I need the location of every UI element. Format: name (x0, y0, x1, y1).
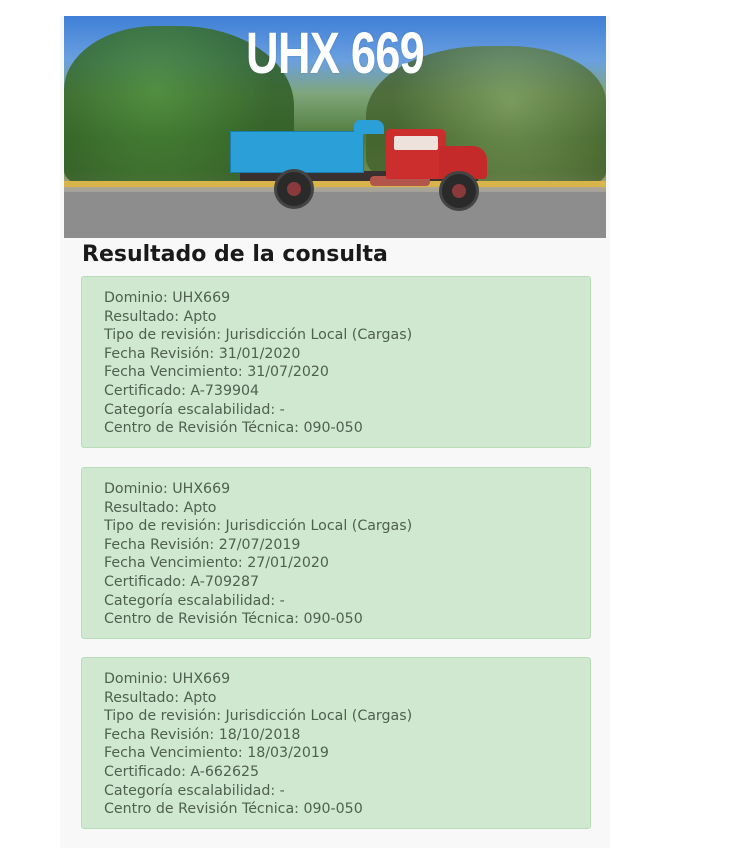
truck-window (394, 136, 438, 150)
truck-rear-wheel (274, 169, 314, 209)
fecha-vencimiento-field: Fecha Vencimiento: 27/01/2020 (104, 555, 329, 572)
vehicle-photo (64, 16, 606, 238)
plate-overlay-text: UHX 669 (245, 21, 425, 86)
fecha-revision-field: Fecha Revisión: 27/07/2019 (104, 536, 301, 553)
centro-field: Centro de Revisión Técnica: 090-050 (104, 420, 363, 437)
dominio-field: Dominio: UHX669 (104, 481, 231, 497)
categoria-field: Categoría escalabilidad: - (104, 592, 285, 609)
result-card (81, 467, 591, 639)
truck-dump-bed-guard (354, 120, 384, 134)
result-card (81, 657, 591, 829)
result-card (81, 276, 591, 448)
tipo-revision-field: Tipo de revisión: Jurisdicción Local (Cargas) (104, 327, 413, 344)
fecha-revision-field: Fecha Revisión: 18/10/2018 (104, 726, 301, 743)
tipo-revision-field: Tipo de revisión: Jurisdicción Local (Cargas) (104, 518, 413, 535)
centro-field: Centro de Revisión Técnica: 090-050 (104, 801, 363, 818)
page-title: Resultado de la consulta (82, 242, 388, 267)
certificado-field: Certificado: A-709287 (104, 573, 260, 590)
categoria-field: Categoría escalabilidad: - (104, 401, 285, 418)
curb (64, 181, 606, 187)
results-page (60, 16, 610, 848)
fecha-vencimiento-field: Fecha Vencimiento: 18/03/2019 (104, 745, 329, 762)
categoria-field: Categoría escalabilidad: - (104, 782, 285, 799)
truck-dump-bed (230, 131, 364, 173)
fecha-revision-field: Fecha Revisión: 31/01/2020 (104, 345, 301, 362)
road (64, 192, 606, 238)
resultado-field: Resultado: Apto (104, 308, 217, 325)
dominio-field: Dominio: UHX669 (104, 671, 231, 687)
centro-field: Centro de Revisión Técnica: 090-050 (104, 611, 363, 628)
resultado-field: Resultado: Apto (104, 689, 217, 706)
certificado-field: Certificado: A-739904 (104, 382, 260, 399)
resultado-field: Resultado: Apto (104, 499, 217, 516)
certificado-field: Certificado: A-662625 (104, 763, 260, 780)
truck-front-wheel (439, 171, 479, 211)
dominio-field: Dominio: UHX669 (104, 290, 231, 306)
fecha-vencimiento-field: Fecha Vencimiento: 31/07/2020 (104, 364, 329, 381)
tipo-revision-field: Tipo de revisión: Jurisdicción Local (Cargas) (104, 708, 413, 725)
